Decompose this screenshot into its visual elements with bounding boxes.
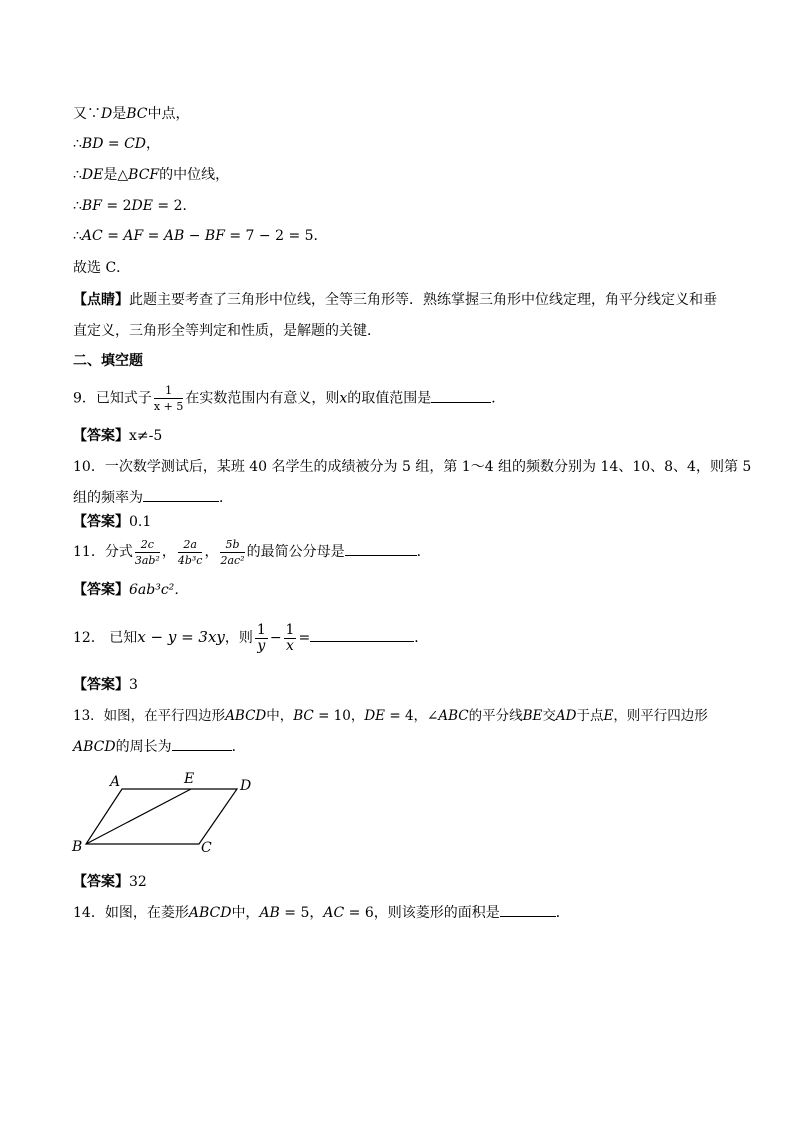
text: = 7 − 2 = 5． (224, 228, 328, 244)
math-var: BCF (128, 167, 160, 183)
question-13-line-2 (73, 737, 246, 757)
math-var: ABCD (73, 739, 116, 755)
section-title: 二、填空题 (73, 353, 143, 369)
text: = (143, 228, 164, 244)
q9-text: 9．已知式子 (73, 390, 152, 407)
denominator: 2ac² (220, 553, 245, 567)
q14-text: 14．如图，在菱形 (73, 905, 189, 921)
math-var: DE (81, 167, 104, 183)
segment-be (86, 789, 191, 844)
q11-fraction-1 (135, 537, 160, 568)
text: 的中位线， (159, 167, 230, 183)
q11-fraction-2 (178, 537, 203, 568)
text: ， (146, 136, 161, 152)
label-a: A (110, 774, 121, 790)
q13-text: 13．如图，在平行四边形 (73, 708, 226, 724)
solution-line-4 (73, 196, 196, 216)
math-var: BC (126, 106, 148, 122)
q13-text: 中， (266, 708, 294, 724)
period: ． (231, 739, 246, 755)
therefore-symbol: ∴ (73, 228, 82, 244)
text: = 2 (101, 198, 132, 214)
answer-10 (73, 512, 151, 532)
q13-text: 交 (542, 708, 556, 724)
numerator: 2c (135, 537, 160, 553)
note-line-2: 直定义，三角形全等判定和性质，是解题的关键． (73, 323, 381, 339)
math-var: D (101, 106, 113, 122)
q12-fraction-2 (284, 623, 297, 654)
question-12 (73, 617, 428, 658)
denominator: y (257, 637, 266, 654)
therefore-symbol: ∴ (73, 167, 82, 183)
numerator: 1 (154, 383, 183, 399)
answer-blank[interactable] (500, 903, 556, 917)
answer-9 (73, 426, 162, 446)
question-9 (73, 383, 505, 414)
period: ． (219, 490, 233, 506)
q13-text: 的周长为 (115, 739, 172, 755)
math-var: DE (364, 708, 386, 724)
math-var: ABCD (225, 708, 267, 724)
math-var: x (339, 390, 348, 407)
answer-value: x≠-5 (129, 428, 163, 444)
answer-blank[interactable] (345, 542, 417, 556)
label-b: B (72, 839, 83, 855)
equation: x − y = 3xy (137, 628, 225, 646)
math-var: AB (163, 228, 185, 244)
math-var: AF (123, 228, 144, 244)
solution-line-1 (73, 104, 190, 124)
math-angle: ∠ABC (427, 708, 469, 724)
denominator: 3ab² (134, 553, 160, 567)
q11-text: 的最简公分母是 (246, 544, 345, 560)
answer-11 (73, 580, 188, 600)
q12-fraction-1 (255, 623, 268, 654)
answer-label: 【答案】 (73, 582, 129, 598)
text: = (103, 136, 125, 152)
label-d: D (240, 778, 252, 794)
math-var: AC (323, 905, 345, 921)
answer-value: 3 (129, 677, 138, 693)
answer-blank[interactable] (431, 389, 491, 403)
q11-fraction-3 (220, 537, 244, 568)
period: ． (491, 390, 506, 407)
q13-text: 的平分线 (468, 708, 523, 724)
numerator: 1 (285, 621, 295, 638)
minus-sign: − (269, 630, 282, 646)
q13-text: 于点 (576, 708, 604, 724)
answer-value: 0.1 (129, 514, 152, 530)
q14-text: 则该菱形的面积是 (387, 905, 500, 921)
math-var: DE (131, 198, 153, 214)
q12-text: 12． 已知 (73, 630, 138, 646)
answer-label: 【答案】 (73, 874, 129, 890)
answer-label: 【答案】 (73, 677, 129, 693)
q12-text: ，则 (224, 630, 253, 646)
answer-label: 【答案】 (73, 428, 129, 444)
math-var: AD (555, 708, 577, 724)
q14-text: 中， (231, 905, 260, 921)
separator: ， (204, 544, 219, 560)
solution-line-2 (73, 134, 160, 154)
denominator: x (286, 637, 294, 654)
q9-fraction (154, 383, 183, 414)
period: ． (416, 544, 431, 560)
label-e: E (184, 771, 195, 787)
solution-choice: 故选 C． (73, 260, 131, 276)
question-11 (73, 535, 431, 569)
answer-12 (73, 675, 138, 695)
math-var: AC (81, 228, 103, 244)
q9-text: 在实数范围内有意义，则 (185, 390, 340, 407)
therefore-symbol: ∴ (73, 136, 82, 152)
q14-text: = 6， (344, 905, 388, 921)
q13-text: = 4， (385, 708, 428, 724)
parallelogram-abcd (86, 789, 237, 844)
answer-value: 6ab³c²． (129, 582, 189, 598)
math-var: BF (204, 228, 225, 244)
q9-text: 的取值范围是 (347, 390, 432, 407)
text: 是 (112, 106, 127, 122)
answer-value: 32 (129, 874, 147, 890)
math-var: BE (522, 708, 543, 724)
denominator: 4b³c (177, 553, 203, 567)
numerator: 2a (178, 537, 203, 553)
math-var: AB (259, 905, 280, 921)
answer-label: 【答案】 (73, 514, 129, 530)
question-10-line-1: 10．一次数学测试后，某班 40 名学生的成绩被分为 5 组，第 1～4 组的频数分别为 14、10、8、4，则第 5 (73, 459, 752, 475)
period: ． (414, 630, 429, 646)
therefore-symbol: ∴ (73, 198, 82, 214)
numerator: 5b (220, 537, 244, 553)
text: = 2． (152, 198, 197, 214)
question-14 (73, 903, 570, 923)
q10-text: 组的频率为 (73, 490, 143, 506)
text: − (184, 228, 205, 244)
question-13-line-1 (73, 706, 708, 726)
math-var: CD (124, 136, 147, 152)
solution-line-5 (73, 226, 328, 246)
text: 是△ (103, 167, 129, 183)
math-var: BF (81, 198, 102, 214)
q13-text: ，则平行四边形 (613, 708, 708, 724)
text: 中点， (147, 106, 190, 122)
math-var: E (603, 708, 614, 724)
answer-blank[interactable] (143, 488, 219, 502)
parallelogram-figure (60, 764, 270, 864)
denominator: x + 5 (153, 400, 184, 413)
q13-text: = 10， (313, 708, 365, 724)
q14-text: = 5， (279, 905, 324, 921)
note-line-1 (73, 290, 717, 310)
answer-13 (73, 872, 147, 892)
period: ． (555, 905, 570, 921)
numerator: 1 (256, 621, 266, 638)
math-var: BC (293, 708, 314, 724)
text: 又∵ (73, 106, 101, 122)
text: = (102, 228, 124, 244)
equals-sign: = (298, 630, 311, 646)
q11-text: 11．分式 (73, 544, 133, 560)
note-label: 【点睛】 (73, 292, 129, 308)
separator: ， (161, 544, 176, 560)
math-var: ABCD (188, 905, 232, 921)
question-10-line-2 (73, 488, 233, 508)
answer-blank[interactable] (310, 628, 414, 642)
math-var: BD (81, 136, 104, 152)
label-c: C (201, 840, 212, 856)
answer-blank[interactable] (172, 737, 232, 751)
solution-line-3 (73, 165, 229, 185)
note-text: 此题主要考查了三角形中位线，全等三角形等．熟练掌握三角形中位线定理，角平分线定义和垂 (129, 292, 717, 308)
